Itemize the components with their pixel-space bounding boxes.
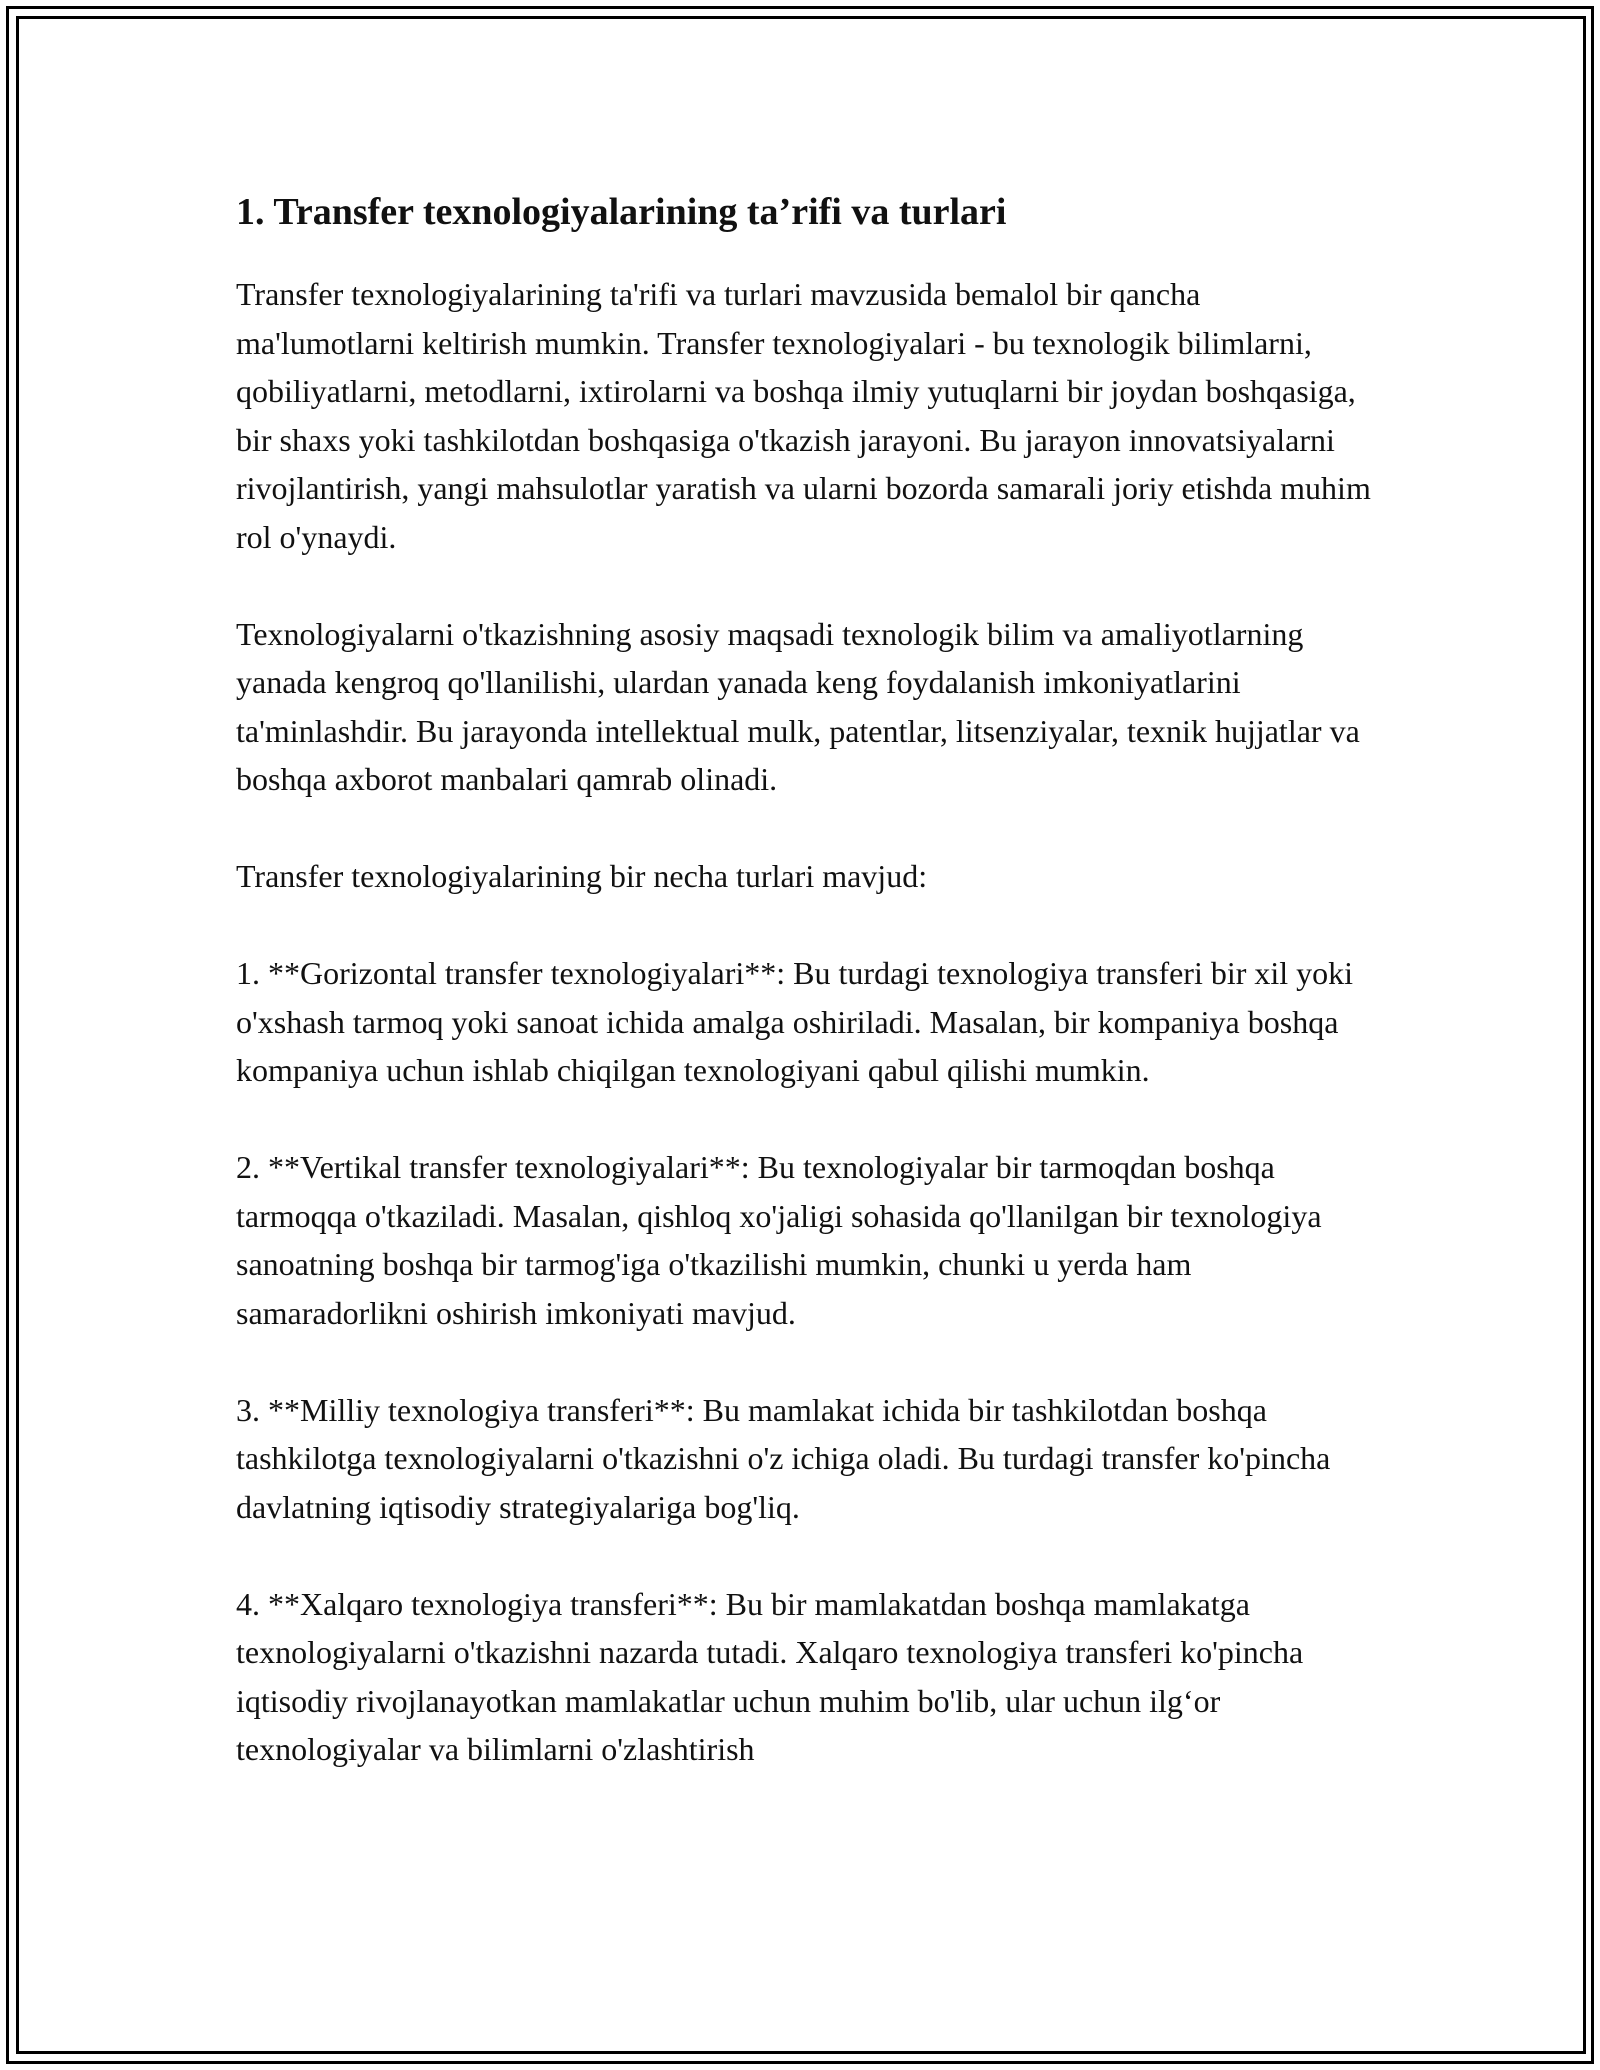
list-item-horizontal: 1. **Gorizontal transfer texnologiyalari**: Bu turdagi texnologiya transferi bir xil yoki o'xshash tarmoq yoki sanoat ichida amalga oshiriladi. Masalan, bir kompaniya boshqa kompaniya uchun ishlab chiqilgan texnologiyani qabul qilishi mumkin. [236, 955, 1354, 1088]
list-item-vertical: 2. **Vertikal transfer texnologiyalari**: Bu texnologiyalar bir tarmoqdan boshqa tarmoqqa o'tkaziladi. Masalan, qishloq xo'jaligi sohasida qo'llanilgan bir texnologiya sanoatning boshqa bir tarmog'iga o'tkazilishi mumkin, chunki u yerda ham samaradorlikni oshirish imkoniyati mavjud. [236, 1149, 1322, 1331]
list-item-national: 3. **Milliy texnologiya transferi**: Bu mamlakat ichida bir tashkilotdan boshqa tashkilotga texnologiyalarni o'tkazishni o'z ichiga oladi. Bu turdagi transfer ko'pincha davlatning iqtisodiy strategiyalariga bog'liq. [236, 1391, 1331, 1525]
paragraph-definition: Transfer texnologiyalarining ta'rifi va turlari mavzusida bemalol bir qancha ma'lumotlarni keltirish mumkin. Transfer texnologiyalari - bu texnologik bilimlarni, qobiliyatlarni, metodlarni, ixtirolarni va boshqa ilmiy yutuqlarni bir joydan boshqasiga, bir shaxs yoki tashkilotdan boshqasiga o'tkazish jarayoni. Bu jarayon innovatsiyalarni rivojlantirish, yangi mahsulotlar yaratish va ularni bozorda samarali joriy etishda muhim rol o'ynaydi. [236, 276, 1371, 555]
paragraph-types-intro: Transfer texnologiyalarining bir necha turlari mavjud: [236, 858, 928, 894]
paragraph-purpose: Texnologiyalarni o'tkazishning asosiy maqsadi texnologik bilim va amaliyotlarning yanada kengroq qo'llanilishi, ulardan yanada keng foydalanish imkoniyatlarini ta'minlashdir. Bu jarayonda intellektual mulk, patentlar, litsenziyalar, texnik hujjatlar va boshqa axborot manbalari qamrab olinadi. [236, 615, 1360, 797]
document-body [236, 188, 1376, 1774]
section-heading: 1. Transfer texnologiyalarining ta’rifi va turlari [236, 191, 1007, 233]
list-item-international: 4. **Xalqaro texnologiya transferi**: Bu bir mamlakatdan boshqa mamlakatga texnologiyalarni o'tkazishni nazarda tutadi. Xalqaro texnologiya transferi ko'pincha iqtisodiy rivojlanayotkan mamlakatlar uchun muhim bo'lib, ular uchun ilg‘or texnologiyalar va bilimlarni o'zlashtirish [236, 1585, 1304, 1767]
